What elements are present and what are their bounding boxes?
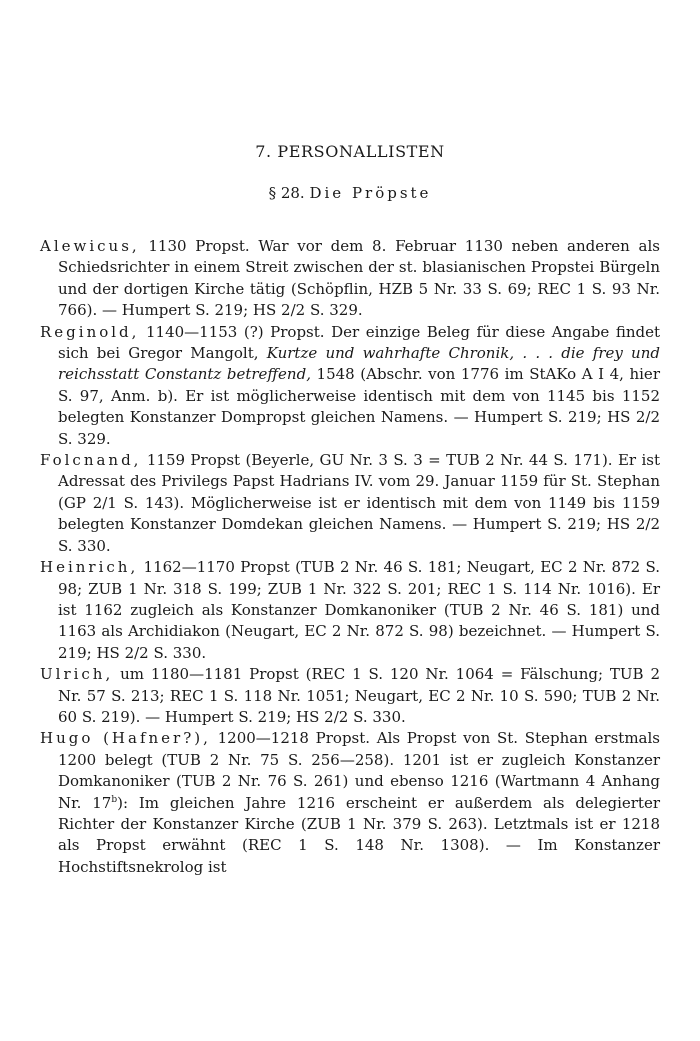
list-entry-heinrich [40, 557, 660, 664]
section-heading [40, 184, 660, 202]
entry-text-continued: 1548 (Abschr. von 1776 im StAKo A I 4, hier S. 97, Anm. b). Er ist möglicherweise identisch mit dem von 1145 bis 1152 belegten Konstanzer Dompropst gleichen Namens. — Humpert S. 219; HS 2/2 S. 329. [58, 365, 660, 448]
entry-name: Reginold, [40, 322, 140, 341]
section-number: § 28. [268, 184, 305, 202]
section-title: Die Pröpste [309, 184, 432, 202]
entry-text: 1140—1153 (?) Propst. Der einzige Beleg für diese Angabe findet sich bei Gregor Mangolt, [58, 322, 660, 363]
list-entry-alewicus [40, 236, 660, 322]
superscript-mark: b [111, 794, 118, 805]
entry-name: Folcnand, [40, 451, 142, 470]
entry-name: Alewicus, [40, 237, 140, 255]
entry-text: um 1180—1181 Propst (REC 1 S. 120 Nr. 1064 = Fälschung; TUB 2 Nr. 57 S. 213; REC 1 S. 118 Nr. 1051; Neugart, EC 2 Nr. 10 S. 590; TUB 2 Nr. 60 S. 219). — Humpert S. 219; HS 2/2 S. 330. [58, 665, 660, 726]
list-entry-folcnand [40, 450, 660, 557]
entry-text: 1162—1170 Propst (TUB 2 Nr. 46 S. 181; Neugart, EC 2 Nr. 872 S. 98; ZUB 1 Nr. 318 S. 199; ZUB 1 Nr. 322 S. 201; REC 1 S. 114 Nr. 1016). Er ist 1162 zugleich als Konstanzer Domkanoniker (TUB 2 Nr. 46 S. 181) und 1163 als Archidiakon (Neugart, EC 2 Nr. 872 S. 98) bezeichnet. — Humpert S. 219; HS 2/2 S. 330. [58, 558, 660, 662]
entry-text: 1159 Propst (Beyerle, GU Nr. 3 S. 3 = TUB 2 Nr. 44 S. 171). Er ist Adressat des Privilegs Papst Hadrians IV. vom 29. Januar 1159 für St. Stephan (GP 2/1 S. 143). Möglicherweise ist er identisch mit dem von 1149 bis 1159 belegten Konstanzer Domdekan gleichen Namens. — Humpert S. 219; HS 2/2 S. 330. [58, 451, 660, 555]
entry-italic-title: Kurtze und wahrhafte Chronik, . . . die frey und reichsstatt Constantz betreffend, [58, 344, 660, 384]
chapter-title: 7. PERSONALLISTEN [255, 142, 445, 161]
entry-name: Ulrich, [40, 665, 114, 684]
entry-text: 1200—1218 Propst. Als Propst von St. Stephan erstmals 1200 belegt (TUB 2 Nr. 75 S. 256—258). 1201 ist er zugleich Konstanzer Domkanoniker (TUB 2 Nr. 76 S. 261) und ebenso 1216 (Wartmann 4 Anhang Nr. 17 [58, 729, 660, 812]
entry-text: 1130 Propst. War vor dem 8. Februar 1130 neben anderen als Schiedsrichter in einem Streit zwischen der st. blasianischen Propstei Bürgeln und der dortigen Kirche tätig (Schöpflin, HZB 5 Nr. 33 S. 69; REC 1 S. 93 Nr. 766). — Humpert S. 219; HS 2/2 S. 329. [58, 237, 660, 320]
list-entry-ulrich [40, 664, 660, 728]
list-entry-hugo [40, 728, 660, 878]
provost-list [40, 236, 660, 878]
entry-text-continued: ): Im gleichen Jahre 1216 erscheint er außerdem als delegierter Richter der Konstanzer Kirche (ZUB 1 Nr. 379 S. 263). Letztmals ist er 1218 als Propst erwähnt (REC 1 S. 148 Nr. 1308). — Im Konstanzer Hochstiftsnekrolog ist [58, 793, 660, 876]
entry-name: Hugo (Hafner?), [40, 729, 211, 748]
entry-name: Heinrich, [40, 558, 139, 577]
list-entry-reginold [40, 322, 660, 450]
